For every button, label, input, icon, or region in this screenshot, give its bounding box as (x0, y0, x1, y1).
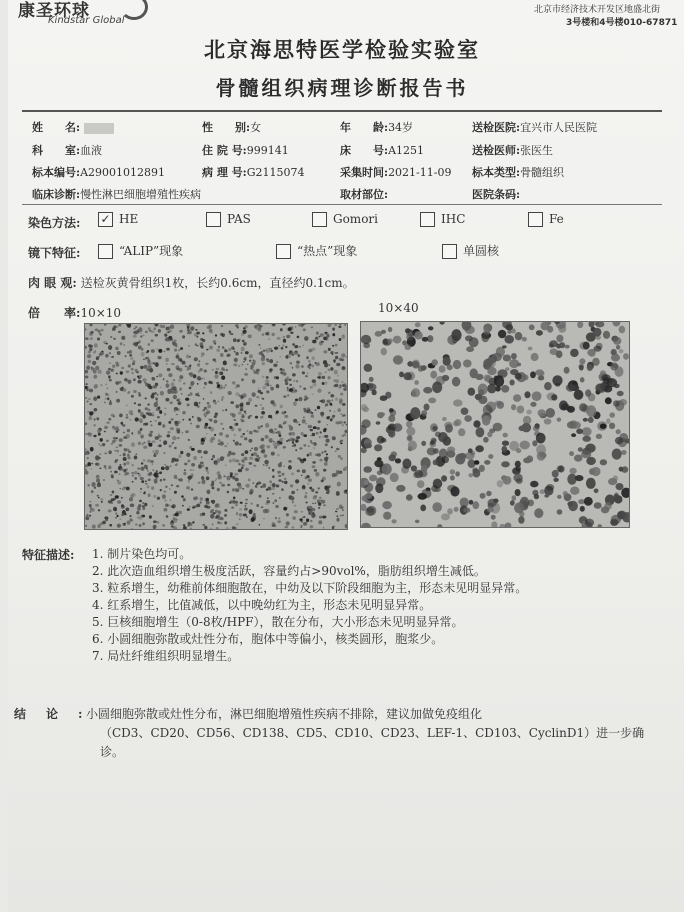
feature-item-6: 6. 小圆细胞弥散或灶性分布，胞体中等偏小，核类圆形，胞浆少。 (92, 632, 444, 646)
conclusion-line-2: （CD3、CD20、CD56、CD138、CD5、CD10、CD23、LEF-1、CD103、CyclinD1）进一步确 (100, 726, 645, 740)
hospital-field: 送检医院:宜兴市人民医院 (472, 121, 598, 134)
microscopic-option-round-nucleus[interactable]: 单圆核 (442, 242, 499, 259)
checkbox-icon[interactable] (420, 212, 435, 227)
feature-item-5: 5. 巨核细胞增生（0-8枚/HPF），散在分布，大小形态未见明显异常。 (92, 615, 464, 629)
features-label: 特征描述: (22, 548, 75, 562)
stain-option-fe[interactable]: Fe (528, 212, 564, 227)
address-line-2: 3号楼和4号楼010-67871 (566, 18, 678, 28)
feature-item-4: 4. 红系增生，比值减低，以中晚幼红为主，形态未见明显异常。 (92, 598, 432, 612)
microscopic-option-alip[interactable]: “ALIP”现象 (98, 242, 183, 259)
gender-field: 性 别:女 (202, 121, 262, 134)
conclusion-line-3: 诊。 (100, 745, 125, 759)
report-title: 骨髓组织病理诊断报告书 (215, 76, 469, 100)
doctor-field: 送检医师:张医生 (472, 144, 554, 157)
magnification-low: 倍 率:10×10 (28, 306, 122, 320)
microscopic-label: 镜下特征: (28, 246, 81, 260)
checkbox-icon[interactable] (442, 244, 457, 259)
stain-option-ihc[interactable]: IHC (420, 212, 465, 227)
address-line-1: 北京市经济技术开发区地盛北街 (534, 5, 661, 15)
lab-title: 北京海思特医学检验实验室 (204, 38, 480, 62)
stain-option-pas[interactable]: PAS (206, 212, 251, 227)
site-field: 取材部位: (340, 188, 389, 201)
checkbox-icon[interactable] (206, 212, 221, 227)
magnification-high: 10×40 (378, 301, 419, 315)
collect-time-field: 采集时间:2021-11-09 (340, 166, 452, 179)
feature-item-3: 3. 粒系增生，幼稚前体细胞散在，中幼及以下阶段细胞为主，形态未见明显异常。 (92, 581, 528, 595)
checkbox-icon[interactable] (312, 212, 327, 227)
age-field: 年 龄:34岁 (340, 121, 414, 134)
feature-item-7: 7. 局灶纤维组织明显增生。 (92, 649, 240, 663)
diagnosis-field: 临床诊断:慢性淋巴细胞增殖性疾病 (32, 188, 202, 201)
bed-field: 床 号:A1251 (340, 144, 425, 157)
company-logo-en: Kindstar Global (48, 15, 125, 26)
inpatient-field: 住 院 号:999141 (202, 144, 289, 157)
checkbox-checked-icon[interactable]: ✓ (98, 212, 113, 227)
checkbox-icon[interactable] (276, 244, 291, 259)
name-redacted (84, 123, 114, 134)
info-rule (22, 204, 662, 205)
conclusion-label: 结论: (14, 707, 103, 721)
feature-item-1: 1. 制片染色均可。 (92, 547, 192, 561)
name-field: 姓 名: (32, 119, 114, 135)
top-rule (22, 110, 662, 112)
checkbox-icon[interactable] (98, 244, 113, 259)
barcode-field: 医院条码: (472, 188, 521, 201)
stain-option-gomori[interactable]: Gomori (312, 212, 378, 227)
gross-field: 肉 眼 观: 送检灰黄骨组织1枚，长约0.6cm，直径约0.1cm。 (28, 276, 355, 290)
micrograph-high-power (360, 321, 630, 528)
pathology-field: 病 理 号:G2115074 (202, 166, 305, 179)
checkbox-icon[interactable] (528, 212, 543, 227)
specimen-type-field: 标本类型:骨髓组织 (472, 166, 565, 179)
dept-field: 科 室:血液 (32, 144, 103, 157)
conclusion-line-1: 小圆细胞弥散或灶性分布，淋巴细胞增殖性疾病不排除，建议加做免疫组化 (86, 707, 483, 721)
microscopic-option-hotspot[interactable]: “热点”现象 (276, 242, 357, 259)
stain-label: 染色方法: (28, 216, 81, 230)
specimen-no-field: 标本编号:A29001012891 (32, 166, 165, 179)
micrograph-low-power (84, 323, 348, 530)
company-logo-cn: 康圣环球 (18, 1, 90, 21)
stain-option-he[interactable]: ✓ HE (98, 212, 138, 227)
feature-item-2: 2. 此次造血组织增生极度活跃，容量约占>90vol%，脂肪组织增生减低。 (92, 564, 486, 578)
